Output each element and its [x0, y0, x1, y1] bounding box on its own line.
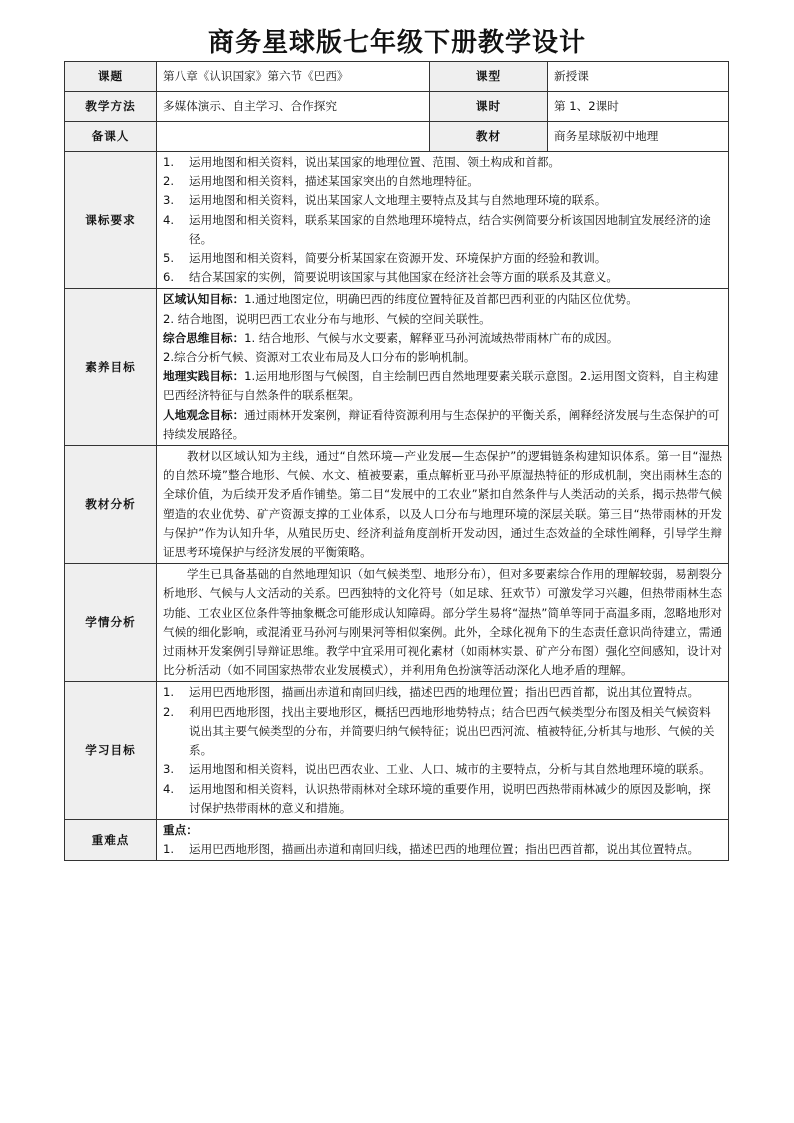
row-objectives	[65, 682, 729, 819]
label-student-analysis: 学情分析	[65, 564, 157, 682]
row-keypoints	[65, 819, 729, 860]
label-objectives: 学习目标	[65, 682, 157, 819]
value-method: 多媒体演示、自主学习、合作探究	[157, 92, 430, 122]
keypoints-heading: 重点：	[163, 822, 198, 837]
list-item: 2. 运用地图和相关资料，描述某国家突出的自然地理特征。	[163, 174, 479, 189]
keypoints-content	[157, 819, 729, 860]
literacy-paragraph: 地理实践目标：1.运用地形图与气候图，自主绘制巴西自然地理要素关联示意图。2.运用图文资料，自主构建巴西经济特征与自然条件的联系框架。	[163, 369, 719, 403]
label-lesson-type: 课型	[430, 62, 548, 92]
row-student-analysis	[65, 564, 729, 682]
value-periods: 第 1、2课时	[548, 92, 729, 122]
list-item: 3. 运用地图和相关资料，说出某国家人文地理主要特点及其与自然地理环境的联系。	[163, 193, 607, 208]
label-textbook: 教材	[430, 122, 548, 152]
list-item: 2. 利用巴西地形图，找出主要地形区，概括巴西地形地势特点；结合巴西气候类型分布图及相关气候资料说出其主要气候类型的分布，并简要归纳气候特征；说出巴西河流、植被特征,分析其与地形、气候的关系。	[163, 704, 715, 758]
label-topic: 课题	[65, 62, 157, 92]
list-item: 4. 运用地图和相关资料，联系某国家的自然地理环境特点，结合实例简要分析该国因地制宜发展经济的途径。	[163, 212, 711, 246]
textbook-analysis-text: 教材以区域认知为主线，通过“自然环境—产业发展—生态保护”的逻辑链条构建知识体系。第一目“湿热的自然环境”整合地形、气候、水文、植被要素，重点解析亚马孙平原湿热特征的形成机制，突出雨林生态的全球价值，为后续开发矛盾作铺垫。第二目“发展中的工农业”紧扣自然条件与人类活动的关系，揭示热带气候塑造的农业优势、矿产资源支撑的工业体系，以及人口分布与地理环境的深层关联。第三目“热带雨林的开发与保护”作为认知升华，从殖民历史、经济利益角度剖析开发动因，通过生态效益的全球性阐释，引导学生辩证思考环境保护与经济发展的平衡策略。	[163, 449, 722, 560]
page-title: 商务星球版七年级下册教学设计	[207, 28, 586, 58]
label-preparer: 备课人	[65, 122, 157, 152]
row-literacy	[65, 289, 729, 446]
list-item: 4. 运用地图和相关资料，认识热带雨林对全球环境的重要作用，说明巴西热带雨林减少的原因及影响，探讨保护热带雨林的意义和措施。	[163, 781, 711, 815]
value-topic: 第八章《认识国家》第六节《巴西》	[157, 62, 430, 92]
student-analysis-text: 学生已具备基础的自然地理知识（如气候类型、地形分布），但对多要素综合作用的理解较弱，易割裂分析地形、气候与人文活动的关系。巴西独特的文化符号（如足球、狂欢节）可激发学习兴趣，但热带雨林生态功能、工农业区位条件等抽象概念可能形成认知障碍。部分学生易将“湿热”简单等同于高温多雨，忽略地形对气候的细化影响，或混淆亚马孙河与刚果河等相似案例。此外，全球化视角下的生态责任意识尚待建立，需通过雨林开发案例引导辩证思维。教学中宜采用可视化素材（如雨林实景、矿产分布图）强化空间感知，设计对比分析活动（如不同国家热带农业发展模式），并利用角色扮演等活动深化人地矛盾的理解。	[163, 567, 722, 678]
literacy-paragraph: 区域认知目标：1.通过地图定位，明确巴西的纬度位置特征及首都巴西利亚的内陆区位优势。	[163, 292, 638, 307]
row-preparer	[65, 122, 729, 152]
label-keypoints: 重难点	[65, 819, 157, 860]
label-curriculum: 课标要求	[65, 152, 157, 289]
student-analysis-content	[157, 564, 729, 682]
objectives-content	[157, 682, 729, 819]
lesson-plan-table	[64, 61, 729, 861]
literacy-paragraph: 2. 结合地图，说明巴西工农业分布与地形、气候的空间关联性。	[163, 311, 491, 326]
literacy-paragraph: 综合思维目标：1. 结合地形、气候与水文要素，解释亚马孙河流域热带雨林广布的成因。	[163, 330, 619, 345]
label-textbook-analysis: 教材分析	[65, 446, 157, 564]
label-literacy: 素养目标	[65, 289, 157, 446]
row-curriculum	[65, 152, 729, 289]
literacy-content	[157, 289, 729, 446]
curriculum-list	[163, 152, 722, 288]
list-item: 1. 运用巴西地形图，描画出赤道和南回归线，描述巴西的地理位置；指出巴西首都，说出其位置特点。	[163, 685, 700, 700]
list-item: 6. 结合某国家的实例，简要说明该国家与其他国家在经济社会等方面的联系及其意义。	[163, 270, 618, 285]
value-preparer	[157, 122, 430, 152]
curriculum-content	[157, 152, 729, 289]
row-topic	[65, 62, 729, 92]
objectives-list	[163, 682, 722, 818]
label-method: 教学方法	[65, 92, 157, 122]
literacy-paragraph: 2.综合分析气候、资源对工农业布局及人口分布的影响机制。	[163, 350, 476, 365]
list-item: 5. 运用地图和相关资料，简要分析某国家在资源开发、环境保护方面的经验和教训。	[163, 251, 607, 266]
keypoints-list	[163, 840, 722, 859]
list-item: 1. 运用地图和相关资料，说出某国家的地理位置、范围、领土构成和首都。	[163, 155, 561, 169]
list-item: 3. 运用地图和相关资料，说出巴西农业、工业、人口、城市的主要特点，分析与其自然地理环境的联系。	[163, 762, 711, 777]
row-textbook-analysis	[65, 446, 729, 564]
textbook-analysis-content	[157, 446, 729, 564]
list-item: 1. 运用巴西地形图，描画出赤道和南回归线，描述巴西的地理位置；指出巴西首都，说出其位置特点。	[163, 842, 700, 857]
row-method	[65, 92, 729, 122]
literacy-paragraph: 人地观念目标：通过雨林开发案例，辩证看待资源利用与生态保护的平衡关系，阐释经济发展与生态保护的可持续发展路径。	[163, 407, 720, 441]
value-lesson-type: 新授课	[548, 62, 729, 92]
label-periods: 课时	[430, 92, 548, 122]
value-textbook: 商务星球版初中地理	[548, 122, 729, 152]
